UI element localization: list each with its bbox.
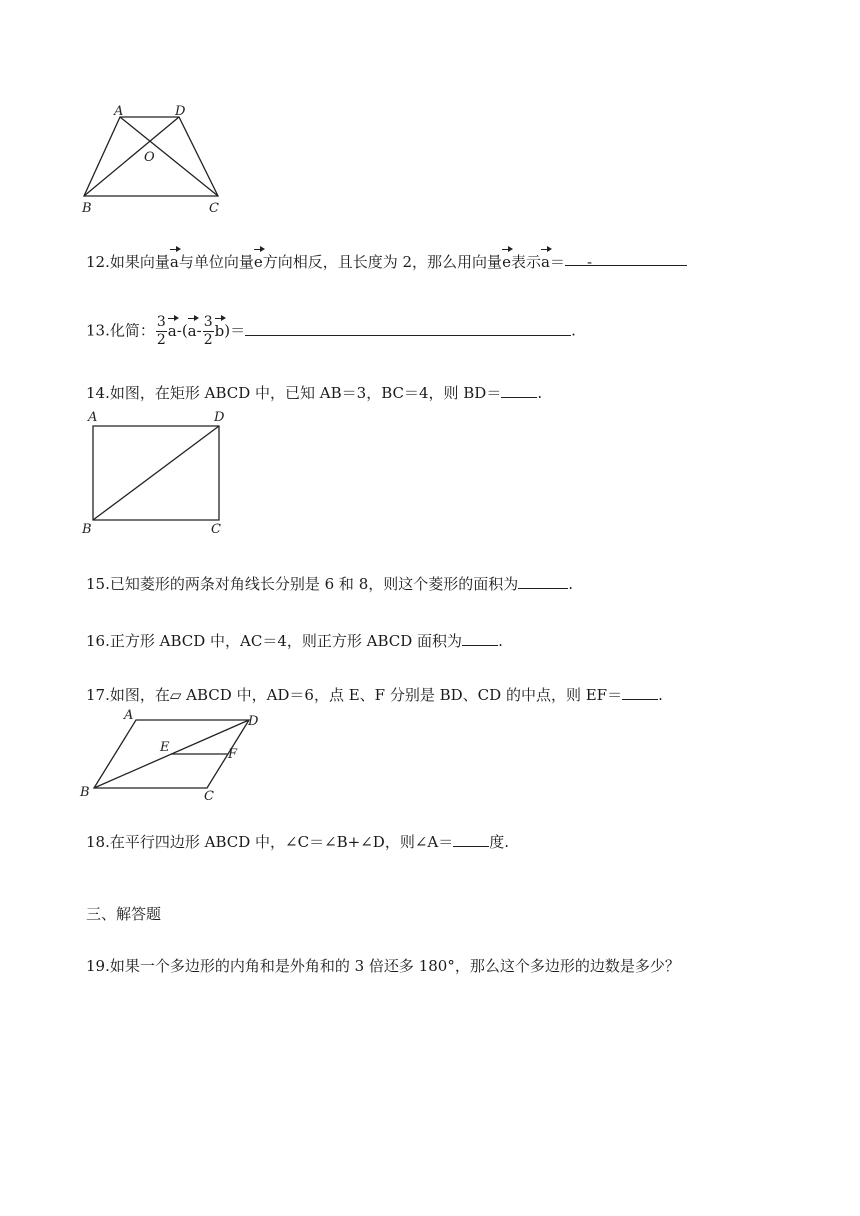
- vector-a-2: a: [187, 321, 197, 340]
- question-13: [86, 314, 576, 349]
- q18-end: 度.: [489, 833, 510, 851]
- q14-end: .: [537, 384, 543, 402]
- label-f: F: [228, 747, 238, 762]
- q17-text: 17.如图，在▱ ABCD 中，AD＝6，点 E、F 分别是 BD、CD 的中点，则 EF＝: [86, 686, 623, 704]
- q12-number: 12.: [86, 253, 110, 271]
- question-19: 19.如果一个多边形的内角和是外角和的 3 倍还多 180°，那么这个多边形的边数是多少？: [86, 957, 680, 975]
- q13-text-2: -(: [176, 321, 188, 340]
- fraction-numerator: 3: [203, 314, 213, 330]
- diagonal-ac: [120, 117, 218, 196]
- diagonal-bd: [93, 426, 219, 520]
- label-c: C: [209, 201, 219, 216]
- q13-number: 13.: [86, 321, 110, 340]
- q16-answer-blank: [462, 631, 498, 646]
- q12-text-2: 与单位向量: [178, 253, 254, 271]
- q12-text-4: 表示: [510, 253, 541, 271]
- q15-answer-blank: [518, 574, 568, 589]
- question-17: [86, 685, 663, 705]
- q12-answer-blank: -: [565, 252, 687, 266]
- question-12: [86, 252, 687, 272]
- fraction-numerator: 3: [156, 314, 166, 330]
- q16-end: .: [498, 632, 503, 650]
- question-15: [86, 574, 573, 594]
- q18-text: 18.在平行四边形 ABCD 中，∠C＝∠B+∠D，则∠A＝: [86, 833, 454, 851]
- label-a: A: [124, 708, 134, 723]
- q14-text: 14.如图，在矩形 ABCD 中，已知 AB＝3，BC＝4，则 BD＝: [86, 384, 502, 402]
- q16-text: 16.正方形 ABCD 中，AC＝4，则正方形 ABCD 面积为: [86, 632, 463, 650]
- label-b: B: [82, 522, 92, 537]
- trapezoid-figure: [78, 100, 228, 220]
- question-16: [86, 631, 503, 651]
- fraction-3-2: [156, 314, 167, 349]
- label-e: E: [160, 740, 170, 755]
- label-d: D: [214, 410, 225, 425]
- label-o: O: [144, 150, 155, 165]
- vector-b: b: [214, 321, 225, 340]
- diagonal-bd: [84, 117, 179, 196]
- q18-answer-blank: [453, 832, 489, 847]
- q15-text: 15.已知菱形的两条对角线长分别是 6 和 8，则这个菱形的面积为: [86, 575, 519, 593]
- label-b: B: [82, 201, 92, 216]
- label-d: D: [175, 104, 186, 119]
- vector-e-2: e: [502, 253, 511, 271]
- label-d: D: [248, 714, 259, 729]
- q13-text-4: )＝: [224, 321, 246, 340]
- rectangle-figure: [78, 405, 238, 540]
- fraction-3-2-second: [203, 314, 214, 349]
- parallelogram-figure: [76, 708, 276, 803]
- q15-end: .: [568, 575, 574, 593]
- question-18: [86, 832, 509, 852]
- vector-e: e: [253, 253, 263, 271]
- label-b: B: [80, 785, 90, 800]
- q13-text-1: 化简：: [109, 321, 155, 340]
- q13-answer-blank: [245, 321, 571, 336]
- q12-text-3: 方向相反，且长度为 2，那么用向量: [262, 253, 503, 271]
- section-heading-3: 三、解答题: [86, 905, 162, 923]
- fraction-denominator: 2: [156, 332, 166, 348]
- q12-text-5: ＝: [549, 253, 565, 271]
- q14-answer-blank: [501, 383, 537, 398]
- vector-a-2: a: [540, 253, 550, 271]
- q13-end: .: [571, 321, 576, 340]
- fraction-denominator: 2: [203, 332, 213, 348]
- q17-end: .: [658, 686, 663, 704]
- label-c: C: [204, 789, 214, 803]
- question-14: [86, 383, 542, 403]
- label-a: A: [114, 104, 124, 119]
- vector-a: a: [169, 253, 179, 271]
- label-a: A: [88, 410, 98, 425]
- q12-text-1: 如果向量: [109, 253, 170, 271]
- label-c: C: [211, 522, 221, 537]
- q13-text-3: -: [196, 321, 202, 340]
- vector-a: a: [167, 321, 177, 340]
- q17-answer-blank: [622, 685, 658, 700]
